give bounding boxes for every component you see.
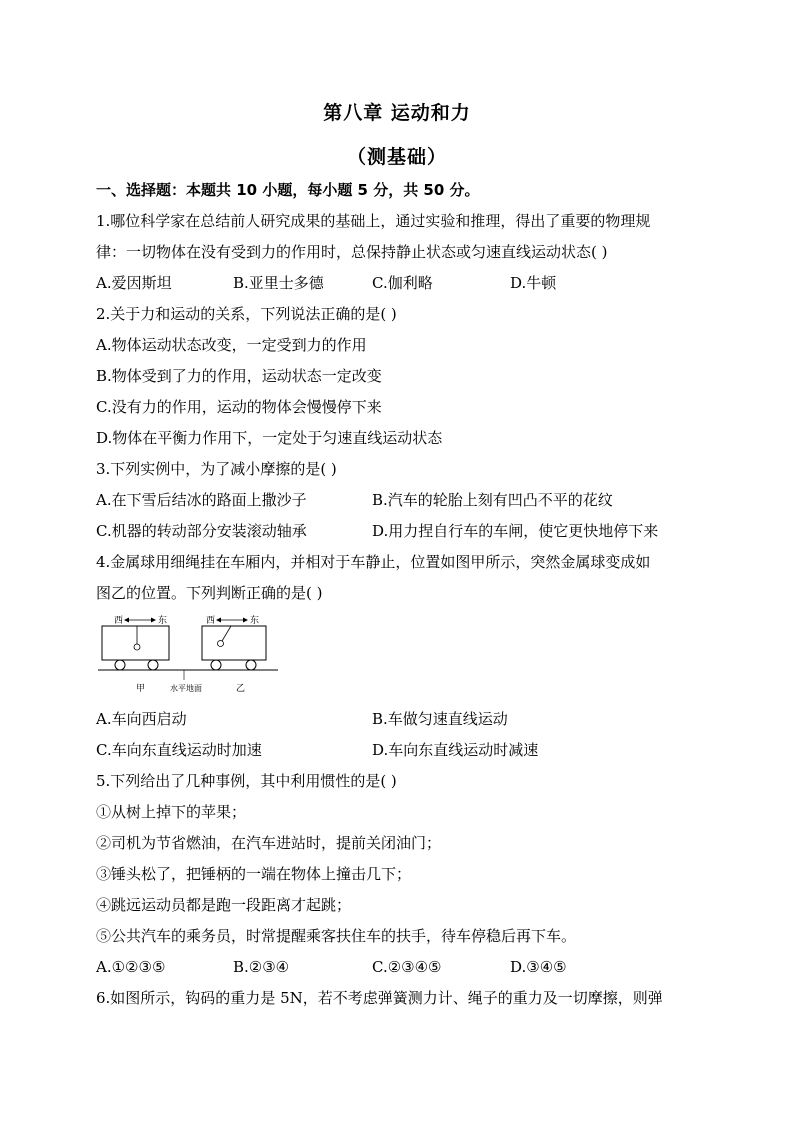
arrow-head-east-a — [151, 618, 156, 623]
q4-figure — [96, 612, 296, 702]
arrow-head-west-a — [124, 618, 129, 623]
arrow-head-west-b — [216, 618, 221, 623]
q3-option-b: B.汽车的轮胎上刻有凹凸不平的花纹 — [372, 491, 613, 509]
q3-stem: 3.下列实例中，为了减小摩擦的是( ) — [96, 460, 337, 478]
label-ground: 水平地面 — [170, 684, 202, 693]
q4-stem-line1: 4.金属球用细绳挂在车厢内，并相对于车静止，位置如图甲所示，突然金属球变成如 — [96, 553, 651, 571]
q1-option-c: C.伽利略 — [372, 274, 433, 292]
q1-option-b: B.亚里士多德 — [233, 274, 324, 292]
label-jia: 甲 — [136, 684, 146, 694]
q5-option-c: C.②③④⑤ — [372, 958, 442, 976]
q1-stem-line2: 律：一切物体在没有受到力的作用时，总保持静止状态或匀速直线运动状态( ) — [96, 243, 608, 261]
metal-ball-b — [218, 641, 224, 647]
q2-stem: 2.关于力和运动的关系，下列说法正确的是( ) — [96, 305, 397, 323]
q6-stem-line1: 6.如图所示，钩码的重力是 5N，若不考虑弹簧测力计、绳子的重力及一切摩擦，则弹 — [96, 989, 663, 1007]
string-b — [222, 626, 231, 641]
q1-stem-line1: 1.哪位科学家在总结前人研究成果的基础上，通过实验和推理，得出了重要的物理规 — [96, 212, 651, 230]
car-b — [202, 614, 266, 670]
q4-stem-line2: 图乙的位置。下列判断正确的是( ) — [96, 584, 323, 602]
wheel-a-right — [148, 660, 158, 670]
q5-option-b: B.②③④ — [233, 958, 290, 976]
arrow-head-east-b — [243, 618, 248, 623]
label-yi: 乙 — [236, 684, 246, 694]
wheel-b-left — [211, 660, 221, 670]
q5-item-3: ③锤头松了，把锤柄的一端在物体上撞击几下； — [96, 865, 412, 883]
q2-option-d: D.物体在平衡力作用下，一定处于匀速直线运动状态 — [96, 429, 443, 447]
east-label-a: 东 — [158, 616, 168, 626]
west-label-b: 西 — [206, 616, 216, 626]
page-subtitle: （测基础） — [346, 146, 447, 168]
q1-option-d: D.牛顿 — [510, 274, 557, 292]
q3-option-c: C.机器的转动部分安装滚动轴承 — [96, 522, 307, 540]
east-label-b: 东 — [250, 616, 260, 626]
q5-option-a: A.①②③⑤ — [96, 958, 166, 976]
car-body-b — [202, 626, 266, 660]
q3-option-d: D.用力捏自行车的车闸，使它更快地停下来 — [372, 522, 659, 540]
car-a — [102, 614, 169, 670]
q5-item-5: ⑤公共汽车的乘务员，时常提醒乘客扶住车的扶手，待车停稳后再下车。 — [96, 927, 577, 945]
q4-option-b: B.车做匀速直线运动 — [372, 710, 508, 728]
q3-option-a: A.在下雪后结冰的路面上撒沙子 — [96, 491, 307, 509]
car-body-a — [102, 626, 169, 660]
west-label-a: 西 — [114, 616, 124, 626]
q2-option-b: B.物体受到了力的作用，运动状态一定改变 — [96, 367, 382, 385]
q2-option-a: A.物体运动状态改变，一定受到力的作用 — [96, 336, 367, 354]
q5-item-4: ④跳远运动员都是跑一段距离才起跳； — [96, 896, 352, 914]
q5-option-d: D.③④⑤ — [510, 958, 567, 976]
q2-option-c: C.没有力的作用，运动的物体会慢慢停下来 — [96, 398, 382, 416]
q5-item-2: ②司机为节省燃油，在汽车进站时，提前关闭油门； — [96, 834, 442, 852]
q4-option-a: A.车向西启动 — [96, 710, 187, 728]
metal-ball-a — [134, 644, 140, 650]
q1-option-a: A.爱因斯坦 — [96, 274, 172, 292]
section-header: 一、选择题：本题共 10 小题，每小题 5 分，共 50 分。 — [96, 181, 480, 199]
q4-option-d: D.车向东直线运动时减速 — [372, 741, 539, 759]
q5-item-1: ①从树上掉下的苹果； — [96, 803, 247, 821]
wheel-a-left — [115, 660, 125, 670]
page-title: 第八章 运动和力 — [323, 102, 471, 124]
wheel-b-right — [246, 660, 256, 670]
q5-stem: 5.下列给出了几种事例，其中利用惯性的是( ) — [96, 772, 397, 790]
q4-option-c: C.车向东直线运动时加速 — [96, 741, 262, 759]
